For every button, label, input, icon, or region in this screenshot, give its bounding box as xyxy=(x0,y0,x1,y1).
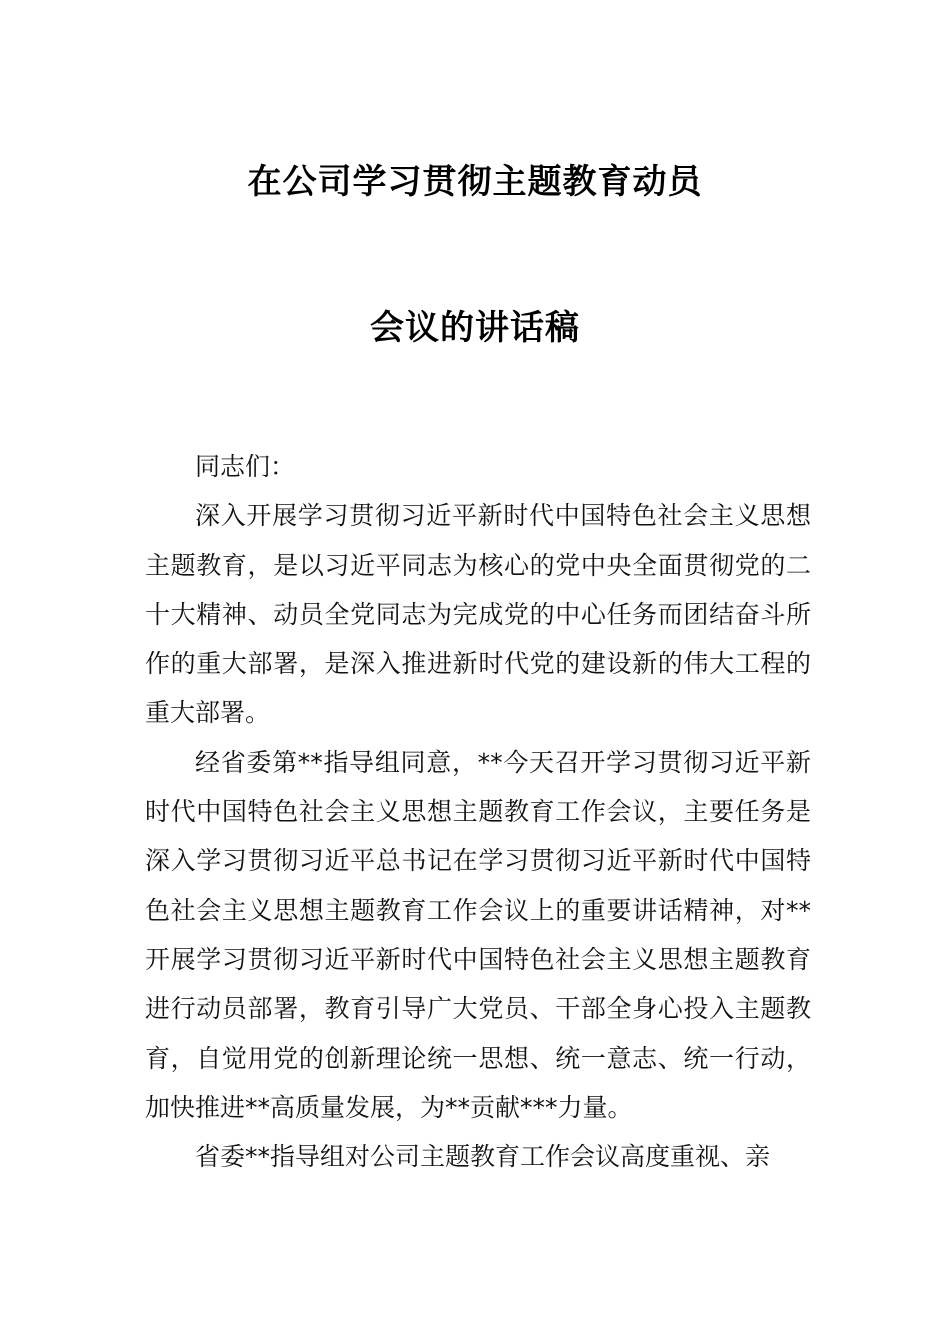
paragraph: 深入开展学习贯彻习近平新时代中国特色社会主义思想主题教育，是以习近平同志为核心的党中央全面贯彻党的二十大精神、动员全党同志为完成党的中心任务而团结奋斗所作的重大部署，是深入推进新时代党的建设新的伟大工程的重大部署。 xyxy=(145,501,811,728)
document-title-line-2: 会议的讲话稿 xyxy=(370,308,580,348)
document-title-line-1: 在公司学习贯彻主题教育动员 xyxy=(247,162,703,202)
document-body xyxy=(145,442,811,1181)
paragraph: 经省委第**指导组同意，**今天召开学习贯彻习近平新时代中国特色社会主义思想主题教育工作会议，主要任务是深入学习贯彻习近平总书记在学习贯彻习近平新时代中国特色社会主义思想主题教育工作会议上的重要讲话精神，对**开展学习贯彻习近平新时代中国特色社会主义思想主题教育进行动员部署，教育引导广大党员、干部全身心投入主题教育，自觉用党的创新理论统一思想、统一意志、统一行动，加快推进**高质量发展，为**贡献***力量。 xyxy=(145,747,811,1122)
salutation: 同志们： xyxy=(195,452,296,481)
paragraph: 省委**指导组对公司主题教育工作会议高度重视、亲 xyxy=(195,1142,771,1172)
